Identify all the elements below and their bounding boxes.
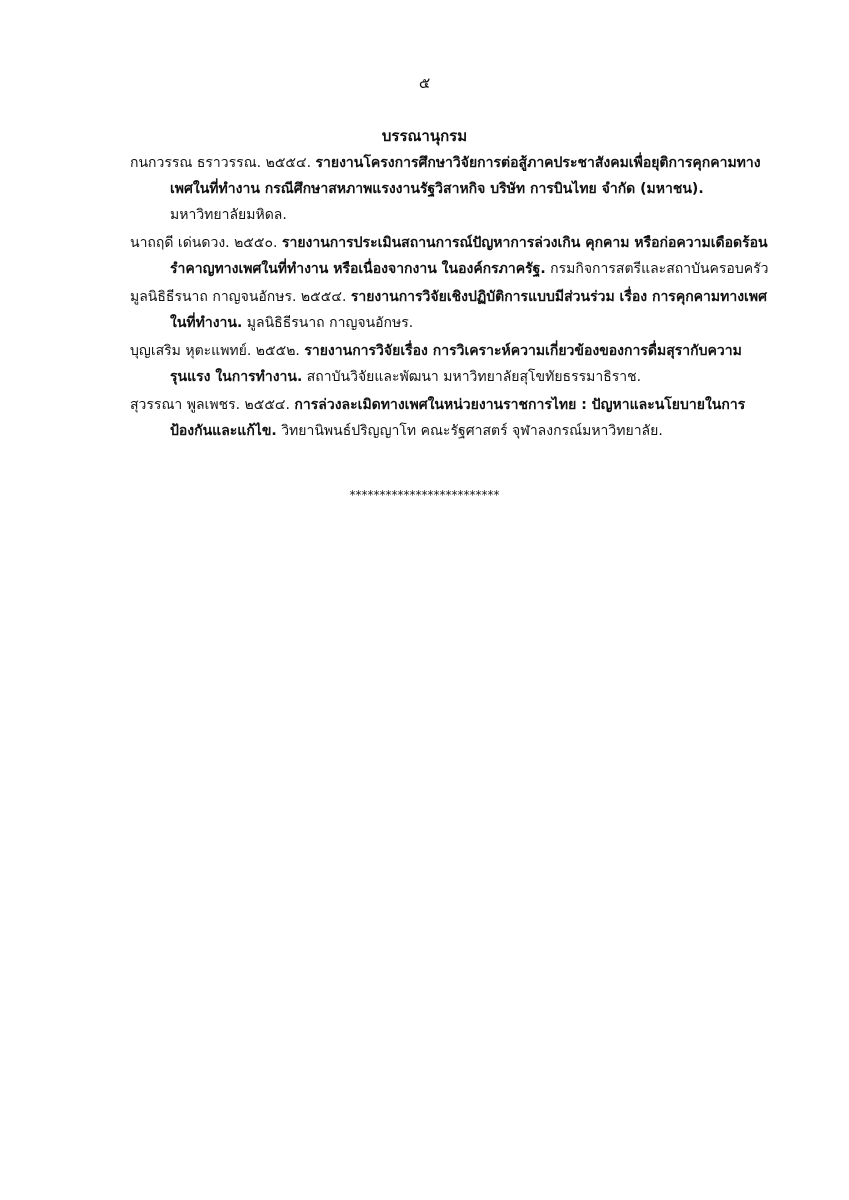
reference-entry xyxy=(130,338,770,390)
reference-title: รายงานการวิจัยเรื่อง การวิเคราะห์ความเกี่ยวข้องของการดื่มสุรากับความรุนแรง ในการทำงาน. xyxy=(170,343,742,385)
reference-publisher: สถาบันวิจัยและพัฒนา มหาวิทยาลัยสุโขทัยธรรมาธิราช. xyxy=(306,369,642,385)
reference-entry xyxy=(130,230,770,282)
reference-year: ๒๕๕๔. xyxy=(265,155,312,171)
reference-list xyxy=(130,150,770,446)
page-number: ๕ xyxy=(418,74,431,92)
reference-publisher: มหาวิทยาลัยมหิดล. xyxy=(170,207,287,223)
reference-title: รายงานการประเมินสถานการณ์ปัญหาการล่วงเกิน คุกคาม หรือก่อความเดือดร้อนรำคาญทางเพศในที่ทำงาน หรือเนื่องจากงาน ในองค์กรภาครัฐ. xyxy=(170,235,768,277)
reference-year: ๒๕๕๔. xyxy=(244,397,290,413)
reference-year: ๒๕๕๒. xyxy=(255,343,300,359)
reference-title: รายงานการวิจัยเชิงปฏิบัติการแบบมีส่วนร่วม เรื่อง การคุกคามทางเพศในที่ทำงาน. xyxy=(170,289,767,331)
reference-author: นาถฤดี เด่นดวง. xyxy=(130,235,230,251)
reference-entry xyxy=(130,150,770,228)
reference-year: ๒๕๕๐. xyxy=(234,235,278,251)
reference-title: การล่วงละเมิดทางเพศในหน่วยงานราชการไทย : ปัญหาและนโยบายในการป้องกันและแก้ไข. xyxy=(170,397,746,439)
reference-author: กนกวรรณ ธราวรรณ. xyxy=(130,155,262,171)
reference-author: สุวรรณา พูลเพชร. xyxy=(130,397,241,413)
reference-author: บุญเสริม หุตะแพทย์. xyxy=(130,343,252,359)
reference-publisher: มูลนิธิธีรนาถ กาญจนอักษร. xyxy=(246,315,414,331)
reference-entry xyxy=(130,284,770,336)
reference-title: รายงานโครงการศึกษาวิจัยการต่อสู้ภาคประชาสังคมเพื่อยุติการคุกคามทางเพศในที่ทำงาน กรณีศึกษาสหภาพแรงงานรัฐวิสาหกิจ บริษัท การบินไทย จำกัด (มหาชน). xyxy=(170,155,761,197)
reference-entry xyxy=(130,392,770,444)
bibliography-heading: บรรณานุกรม xyxy=(381,127,468,145)
reference-year: ๒๕๕๔. xyxy=(300,289,347,305)
reference-publisher: กรมกิจการสตรีและสถาบันครอบครัว xyxy=(550,261,769,277)
end-of-section-marker: ************************* xyxy=(349,488,500,502)
reference-publisher: วิทยานิพนธ์ปริญญาโท คณะรัฐศาสตร์ จุฬาลงกรณ์มหาวิทยาลัย. xyxy=(281,423,663,439)
reference-author: มูลนิธิธีรนาถ กาญจนอักษร. xyxy=(130,289,297,305)
